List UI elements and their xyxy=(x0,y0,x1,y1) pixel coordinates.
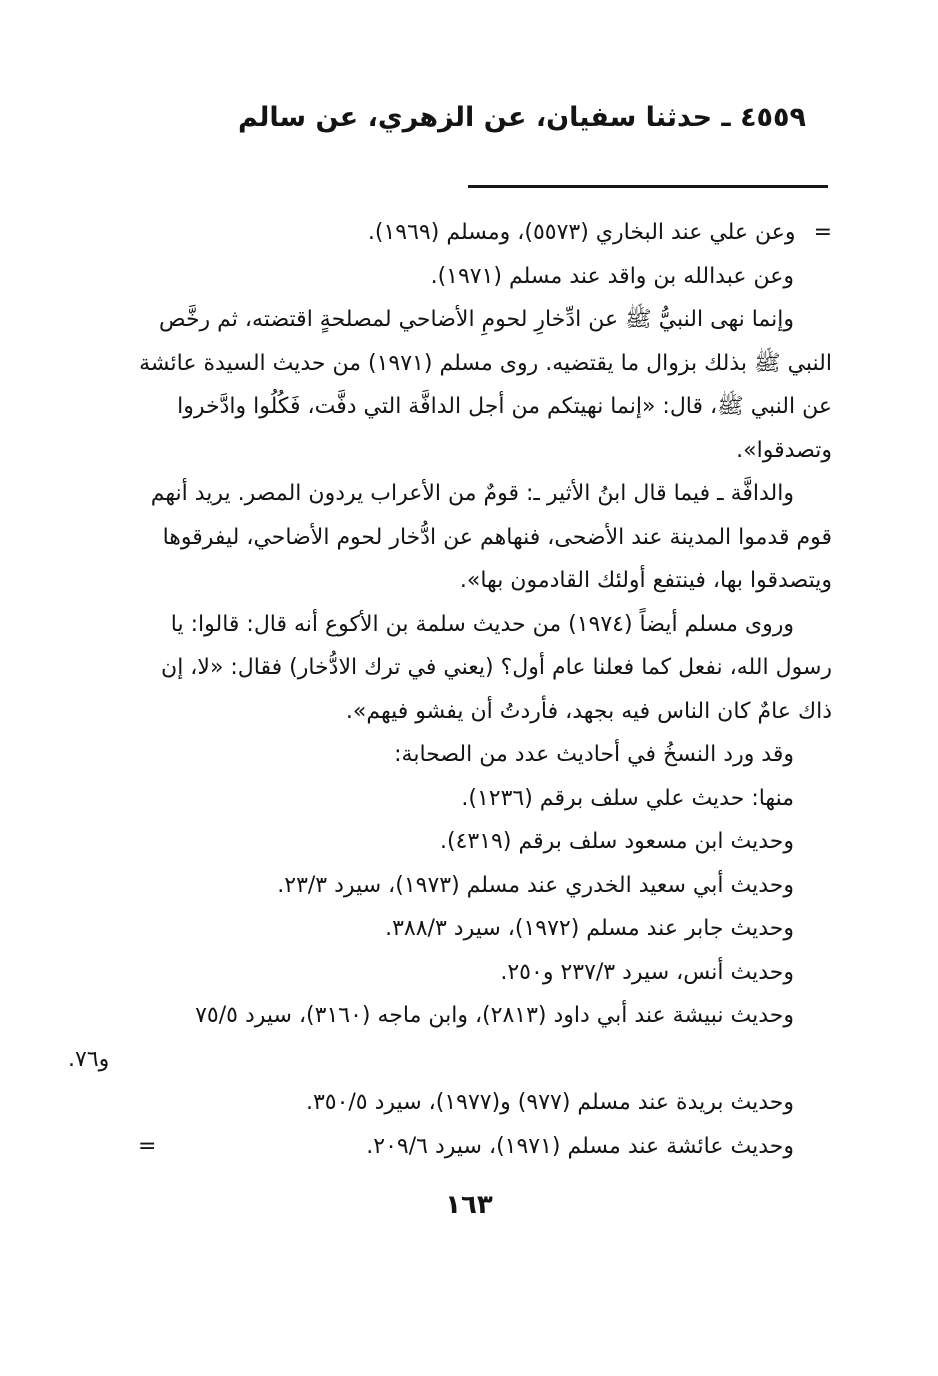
footnote-line xyxy=(56,994,832,1038)
footnote-line xyxy=(56,777,832,821)
footnote-line xyxy=(56,1081,832,1125)
hadith-header: ٤٥٥٩ ـ حدثنا سفيان، عن الزهري، عن سالم xyxy=(238,102,806,133)
footnote-line-text: والدافَّة ـ فيما قال ابنُ الأثير ـ: قومٌ من الأعراب يردون المصر. يريد أنهم xyxy=(150,481,794,506)
footnote-line-text: وعن علي عند البخاري (٥٥٧٣)، ومسلم (١٩٦٩). xyxy=(367,220,796,245)
footnote-line-text: وإنما نهى النبيُّ ﷺ عن ادِّخارِ لحومِ الأضاحي لمصلحةٍ اقتضته، ثم رخَّص xyxy=(159,307,794,332)
footnote-line xyxy=(56,907,832,951)
footnote-line xyxy=(56,951,832,995)
footnote-line xyxy=(56,385,832,429)
footnote-line xyxy=(56,342,832,386)
footnote-line-text: وقد ورد النسخُ في أحاديث عدد من الصحابة: xyxy=(394,742,794,767)
footnote-line-text: ويتصدقوا بها، فينتفع أولئك القادمون بها». xyxy=(459,568,832,593)
footnote-line-text: رسول الله، نفعل كما فعلنا عام أول؟ (يعني في ترك الادُّخار) فقال: «لا، إن xyxy=(161,655,832,680)
footnote-line xyxy=(56,1125,832,1169)
footnote-line xyxy=(56,1038,832,1082)
footnote-line xyxy=(56,559,832,603)
footnote-separator xyxy=(468,185,828,188)
footnote-line-text: وحديث بريدة عند مسلم (٩٧٧) و(١٩٧٧)، سيرد ٣٥٠/٥. xyxy=(305,1090,794,1115)
footnote-line xyxy=(56,472,832,516)
footnote-line-text: منها: حديث علي سلف برقم (١٢٣٦). xyxy=(461,785,794,811)
footnote-line-text: وحديث أبي سعيد الخدري عند مسلم (١٩٧٣)، سيرد ٢٣/٣. xyxy=(277,872,794,898)
footnote-line xyxy=(56,690,832,734)
footnote-line-text: و٧٦. xyxy=(68,1046,110,1072)
footnote-line-text: وحديث نبيشة عند أبي داود (٢٨١٣)، وابن ماجه (٣١٦٠)، سيرد ٧٥/٥ xyxy=(195,1003,794,1028)
footnote-line-text: وعن عبدالله بن واقد عند مسلم (١٩٧١). xyxy=(430,263,794,289)
footnote-line-text: وحديث أنس، سيرد ٢٣٧/٣ و٢٥٠. xyxy=(500,959,794,985)
footnote-line-text: ذاك عامٌ كان الناس فيه بجهد، فأردتُ أن يفشو فيهم». xyxy=(345,698,832,724)
footnote-line xyxy=(56,298,832,342)
footnote-line xyxy=(56,255,832,299)
continuation-marker-end: = xyxy=(138,1133,157,1159)
footnote-line xyxy=(56,429,832,473)
footnote-block xyxy=(56,211,832,1168)
footnote-line-text: وروى مسلم أيضاً (١٩٧٤) من حديث سلمة بن الأكوع أنه قال: قالوا: يا xyxy=(170,611,794,637)
footnote-line xyxy=(56,864,832,908)
footnote-line xyxy=(56,646,832,690)
footnote-line xyxy=(56,211,832,255)
footnote-line-text: عن النبي ﷺ، قال: «إنما نهيتكم من أجل الدافَّة التي دفَّت، فَكُلُوا وادَّخروا xyxy=(177,394,832,419)
footnote-line xyxy=(56,820,832,864)
footnote-line xyxy=(56,603,832,647)
footnote-line-text: وحديث ابن مسعود سلف برقم (٤٣١٩). xyxy=(440,829,794,854)
footnote-line xyxy=(56,516,832,560)
footnote-line-text: وحديث جابر عند مسلم (١٩٧٢)، سيرد ٣٨٨/٣. xyxy=(385,916,794,941)
page-number: ١٦٣ xyxy=(445,1190,493,1220)
footnote-line-text: وحديث عائشة عند مسلم (١٩٧١)، سيرد ٢٠٩/٦. xyxy=(366,1133,794,1159)
footnote-line xyxy=(56,733,832,777)
footnote-line-text: وتصدقوا». xyxy=(736,437,832,463)
footnote-line-text: النبي ﷺ بذلك بزوال ما يقتضيه. روى مسلم (١٩٧١) من حديث السيدة عائشة xyxy=(139,350,832,376)
continuation-marker-start: = xyxy=(813,220,832,245)
footnote-line-text: قوم قدموا المدينة عند الأضحى، فنهاهم عن ادُّخار لحوم الأضاحي، ليفرقوها xyxy=(162,524,832,550)
